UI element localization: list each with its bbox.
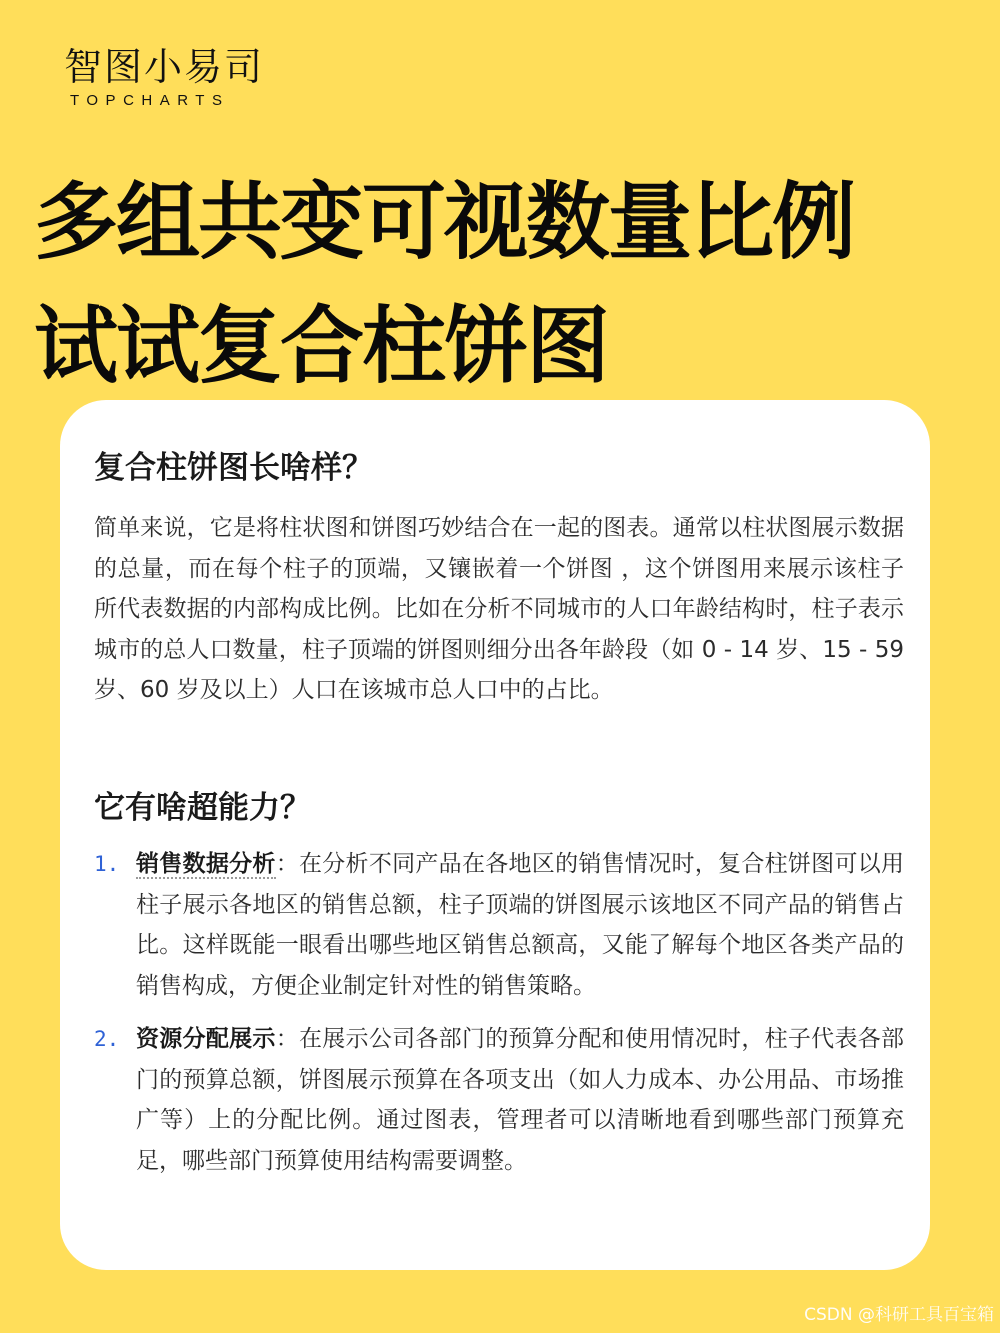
section-title-appearance: 复合柱饼图长啥样？	[94, 450, 373, 486]
headline-line-1: 多组共变可视数量比例	[34, 173, 855, 271]
list-item-number: 2.	[94, 1027, 120, 1051]
list-item-term[interactable]: 销售数据分析	[136, 851, 276, 877]
logo-chinese-name: 智图小易司	[64, 45, 265, 89]
section-title-superpowers: 它有啥超能力？	[94, 790, 311, 826]
section-body-appearance: 简单来说，它是将柱状图和饼图巧妙结合在一起的图表。通常以柱状图展示数据的总量，而在每个柱子的顶端，又镶嵌着一个饼图 ，这个饼图用来展示该柱子所代表数据的内部构成比例。比如在分析不同城市的人口年龄结构时，柱子表示城市的总人口数量，柱子顶端的饼图则细分出各年龄段（如 0 - 14 岁、15 - 59 岁、60 岁及以上）人口在该城市总人口中的占比。	[94, 515, 904, 703]
list-item-text: ：在展示公司各部门的预算分配和使用情况时，柱子代表各部门的预算总额，饼图展示预算在各项支出（如人力成本、办公用品、市场推广等）上的分配比例。通过图表，管理者可以清晰地看到哪些部门预算充足，哪些部门预算使用结构需要调整。	[136, 1026, 904, 1174]
list-item-number: 1.	[94, 852, 120, 876]
page-headline	[34, 160, 974, 408]
list-item-body	[136, 844, 904, 1006]
list-item-term: 资源分配展示	[136, 1026, 276, 1052]
content-card	[60, 400, 930, 1270]
logo-english-name: TOPCHARTS	[70, 92, 230, 109]
list-item-body	[136, 1019, 904, 1181]
list-item-sales-analysis	[94, 844, 904, 1006]
brand-logo	[64, 44, 264, 110]
headline-line-2: 试试复合柱饼图	[34, 297, 609, 395]
source-watermark: CSDN @科研工具百宝箱	[804, 1305, 994, 1325]
list-item-resource-allocation	[94, 1019, 904, 1181]
list-item-text: ：在分析不同产品在各地区的销售情况时，复合柱饼图可以用柱子展示各地区的销售总额，柱子顶端的饼图展示该地区不同产品的销售占比。这样既能一眼看出哪些地区销售总额高，又能了解每个地区各类产品的销售构成，方便企业制定针对性的销售策略。	[136, 851, 904, 999]
